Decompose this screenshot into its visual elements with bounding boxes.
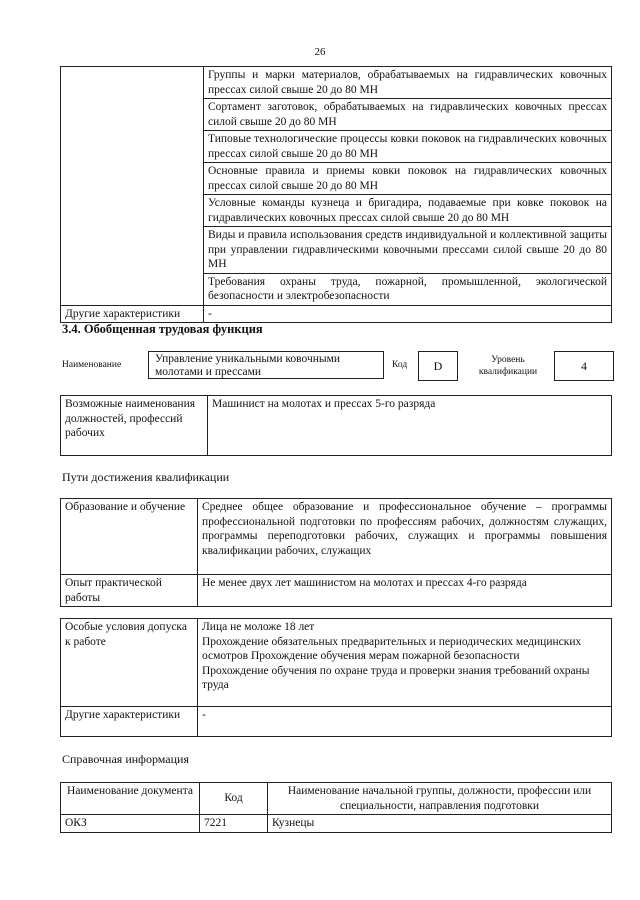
knowledge-item: Требования охраны труда, пожарной, промышленной, экологической безопасности и электробезопасности (204, 273, 612, 305)
positions-value: Машинист на молотах и прессах 5-го разряда (208, 396, 612, 456)
top-knowledge-table (60, 66, 612, 323)
code-value: D (433, 359, 443, 373)
knowledge-item: Типовые технологические процессы ковки поковок на гидравлических ковочных прессах силой свыше 20 до 80 МН (204, 131, 612, 163)
paths-table (60, 498, 612, 607)
reference-title: Справочная информация (62, 752, 189, 766)
reference-cell-code: 7221 (200, 815, 268, 833)
reference-header-code: Код (200, 783, 268, 815)
experience-value: Не менее двух лет машинистом на молотах и прессах 4-го разряда (198, 575, 612, 607)
condition-line: Лица не моложе 18 лет (202, 621, 315, 633)
section-title: 3.4. Обобщенная трудовая функция (62, 322, 263, 336)
reference-table (60, 782, 612, 833)
other-characteristics-value: - (198, 707, 612, 737)
knowledge-item: Условные команды кузнеца и бригадира, подаваемые при ковке поковок на гидравлических ковочных прессах силой свыше 20 до 80 МН (204, 195, 612, 227)
positions-table (60, 395, 612, 456)
experience-label: Опыт практической работы (61, 575, 198, 607)
page-number: 26 (314, 46, 326, 58)
name-label: Наименование (62, 360, 122, 370)
function-name: Управление уникальными ковочными молотами и прессами (155, 353, 341, 378)
code-label: Код (392, 360, 408, 370)
knowledge-item: Сортамент заготовок, обрабатываемых на гидравлических ковочных прессах силой свыше 20 до 80 МН (204, 99, 612, 131)
knowledge-item: Группы и марки материалов, обрабатываемых на гидравлических ковочных прессах силой свыше 20 до 80 МН (204, 67, 612, 99)
level-box (554, 351, 614, 381)
level-value: 4 (581, 359, 587, 373)
empty-label-cell (61, 67, 204, 306)
conditions-table (60, 618, 612, 737)
condition-line: Прохождение обязательных предварительных и периодических медицинских осмотров Прохождение обучения мерам пожарной безопасности (202, 635, 582, 662)
reference-cell-name: Кузнецы (268, 815, 612, 833)
level-label-line: квалификации (478, 367, 538, 377)
conditions-value (198, 619, 612, 707)
conditions-label: Особые условия допуска к работе (61, 619, 198, 707)
level-label (470, 354, 546, 378)
education-label: Образование и обучение (61, 499, 198, 575)
reference-header-name: Наименование начальной группы, должности, профессии или специальности, направления подготовки (268, 783, 612, 815)
other-characteristics-label: Другие характеристики (61, 707, 198, 737)
other-characteristics-label: Другие характеристики (61, 305, 204, 323)
knowledge-item: Виды и правила использования средств индивидуальной и коллективной защиты при управлении гидравлическими ковочными прессами силой свыше 20 до 80 МН (204, 227, 612, 274)
paths-title: Пути достижения квалификации (62, 470, 230, 484)
function-name-box (148, 351, 384, 379)
education-value: Среднее общее образование и профессиональное обучение – программы профессиональной подготовки по профессиям рабочих, должностям служащих, программы переподготовки рабочих, служащих и программы повышения квалификации рабочих, служащих (198, 499, 612, 575)
code-box (418, 351, 458, 381)
reference-cell-document: ОКЗ (61, 815, 200, 833)
other-characteristics-value: - (204, 305, 612, 323)
condition-line: Прохождение обучения по охране труда и проверки знания требований охраны труда (202, 664, 590, 691)
reference-header-document: Наименование документа (61, 783, 200, 815)
knowledge-item: Основные правила и приемы ковки поковок на гидравлических ковочных прессах силой свыше 20 до 80 МН (204, 163, 612, 195)
positions-label: Возможные наименования должностей, профессий рабочих (61, 396, 208, 456)
level-label-line: Уровень (491, 355, 525, 365)
